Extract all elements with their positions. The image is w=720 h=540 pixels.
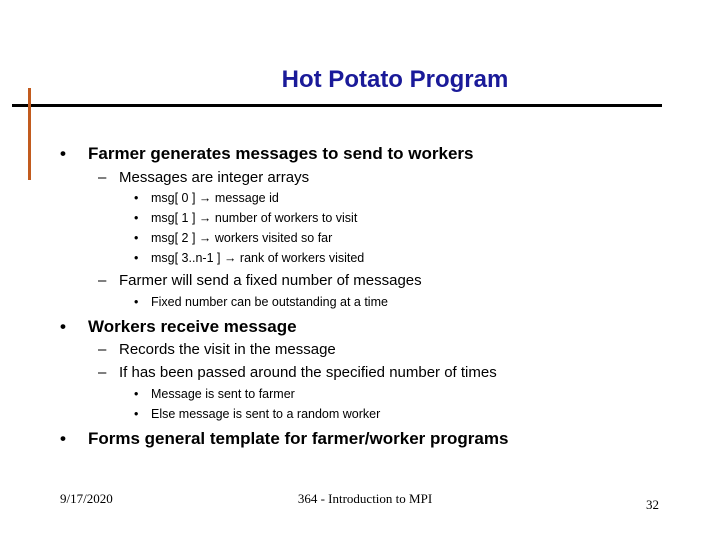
dash: – (98, 341, 107, 358)
subsub-text: Message is sent to farmer (151, 387, 295, 401)
bullet-dot: • (60, 429, 66, 448)
bullet-dot: • (134, 211, 139, 225)
page-number: 32 (646, 497, 659, 512)
bullet-dot: • (134, 251, 139, 265)
accent-bar (28, 88, 31, 180)
dash: – (98, 364, 107, 381)
bullet-text: Farmer generates messages to send to workers (88, 144, 474, 163)
subsub-text: Fixed number can be outstanding at a time (151, 295, 388, 309)
title-underline (12, 104, 662, 107)
sub-text: Records the visit in the message (119, 341, 336, 358)
bullet-dot: • (134, 191, 139, 205)
dash: – (98, 169, 107, 186)
sub-text: If has been passed around the specified number of times (119, 364, 497, 381)
bullet-dot: • (134, 231, 139, 245)
bullet-dot: • (134, 387, 139, 401)
dash: – (98, 272, 107, 289)
sub-text: Messages are integer arrays (119, 169, 310, 186)
bullet-dot: • (60, 317, 66, 336)
subsub-text: msg[ 3..n-1 ] → rank of workers visited (151, 251, 365, 265)
bullet-dot: • (134, 295, 139, 309)
subsub-text: msg[ 0 ] → message id (151, 191, 279, 205)
subsub-text: msg[ 2 ] → workers visited so far (151, 231, 333, 245)
bullet-dot: • (134, 407, 139, 421)
sub-text: Farmer will send a fixed number of messages (119, 272, 422, 289)
bullet-text: Forms general template for farmer/worker programs (88, 429, 509, 448)
slide-title: Hot Potato Program (281, 66, 509, 93)
subsub-text: msg[ 1 ] → number of workers to visit (151, 211, 358, 225)
footer-course: 364 - Introduction to MPI (297, 491, 433, 506)
bullet-text: Workers receive message (88, 317, 297, 336)
bullet-dot: • (60, 144, 66, 163)
subsub-text: Else message is sent to a random worker (151, 407, 381, 421)
footer-date: 9/17/2020 (60, 491, 113, 506)
